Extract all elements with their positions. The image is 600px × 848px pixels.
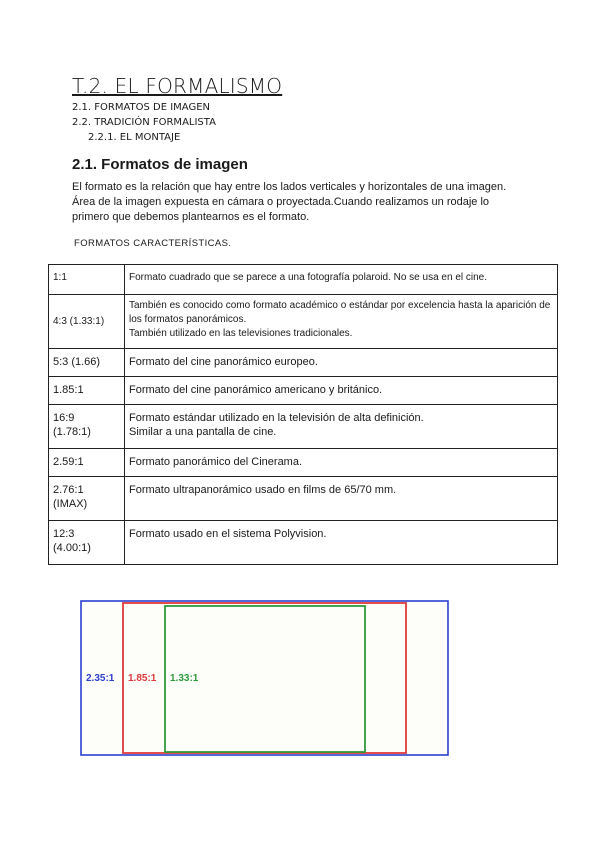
ratio-cell: 5:3 (1.66) [49, 349, 125, 377]
section-heading: 2.1. Formatos de imagen [72, 156, 248, 173]
ratio-cell: 1:1 [49, 265, 125, 295]
intro-line: El formato es la relación que hay entre los lados verticales y horizontales de una imagen. [72, 181, 507, 193]
intro-line: primero que debemos plantearnos es el formato. [72, 211, 310, 223]
intro-paragraph [72, 180, 532, 225]
table-row [49, 295, 558, 349]
ratio-cell: 16:9 (1.78:1) [49, 405, 125, 449]
toc-item[interactable]: 2.1. FORMATOS DE IMAGEN [72, 102, 211, 113]
table-row [49, 265, 558, 295]
ratio-cell: 2.76:1 (IMAX) [49, 477, 125, 521]
label-2-35: 2.35:1 [86, 673, 115, 684]
description-cell: Formato usado en el sistema Polyvision. [125, 521, 558, 565]
ratio-cell: 1.85:1 [49, 377, 125, 405]
description-cell: Formato estándar utilizado en la televisión de alta definición. Similar a una pantalla de cine. [125, 405, 558, 449]
description-cell: Formato del cine panorámico americano y británico. [125, 377, 558, 405]
description-cell: Formato panorámico del Cinerama. [125, 449, 558, 477]
ratio-cell: 12:3 (4.00:1) [49, 521, 125, 565]
table-row [49, 405, 558, 449]
label-1-33: 1.33:1 [170, 673, 199, 684]
description-cell: Formato cuadrado que se parece a una fotografía polaroid. No se usa en el cine. [125, 265, 558, 295]
description-cell: Formato ultrapanorámico usado en films de 65/70 mm. [125, 477, 558, 521]
ratio-cell: 2.59:1 [49, 449, 125, 477]
aspect-ratio-diagram [80, 600, 452, 762]
page-title: T.2. EL FORMALISMO [72, 74, 283, 98]
table-row [49, 449, 558, 477]
description-cell: También es conocido como formato académico o estándar por excelencia hasta la aparición de los formatos panorámicos. También utilizado en las televisiones tradicionales. [125, 295, 558, 349]
label-1-85: 1.85:1 [128, 673, 157, 684]
table-row [49, 377, 558, 405]
formats-table [48, 264, 558, 565]
formats-label: FORMATOS CARACTERÍSTICAS. [74, 238, 232, 249]
ratio-cell: 4:3 (1.33:1) [49, 295, 125, 349]
toc-item[interactable]: 2.2. TRADICIÓN FORMALISTA [72, 117, 216, 128]
description-cell: Formato del cine panorámico europeo. [125, 349, 558, 377]
toc-item[interactable]: 2.2.1. EL MONTAJE [88, 132, 181, 143]
table-row [49, 477, 558, 521]
table-row [49, 521, 558, 565]
intro-line: Área de la imagen expuesta en cámara o proyectada.Cuando realizamos un rodaje lo [72, 196, 490, 208]
table-row [49, 349, 558, 377]
table-of-contents [72, 100, 216, 145]
